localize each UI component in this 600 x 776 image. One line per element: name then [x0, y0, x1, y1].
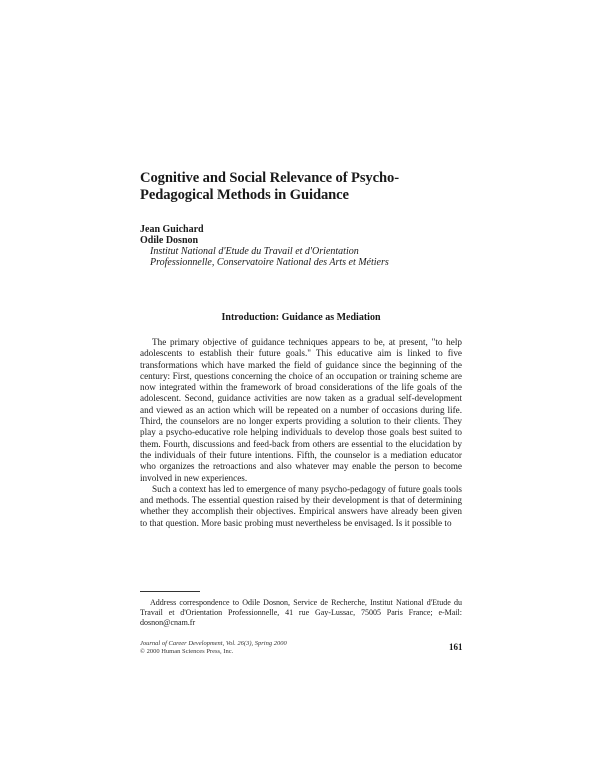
- author-name: Odile Dosnon: [140, 235, 199, 246]
- body-text: [140, 337, 462, 529]
- journal-name: Journal of Career Development, Vol. 26(3), Spring 2000: [140, 640, 287, 647]
- article-page: [140, 170, 462, 529]
- paragraph: The primary objective of guidance techniques appears to be, at present, "to help adolescents to establish their future goals." This educative aim is linked to five transformations which have marked the field of guidance since the beginning of the century: First, questions concerning the choice of an occupation or training scheme are now integrated within the framework of broad considerations of the life goals of the adolescent. Second, guidance activities are now taken as a gradual self-development and viewed as an action which will be repeated on a number of occasions during life. Third, the counselors are no longer experts providing a solution to their clients. They play a psycho-educative role helping individuals to develop those goals best suited to them. Fourth, discussions and feed-back from others are essential to the elucidation by the individuals of their future intentions. Fifth, the counselor is a mediation educator who organizes the retroactions and also whatever may enable the person to become involved in new experiences.: [140, 337, 462, 483]
- affiliation-line: Institut National d'Etude du Travail et d'Orientation: [150, 246, 359, 257]
- article-title: Cognitive and Social Relevance of Psycho-Pedagogical Methods in Guidance: [140, 170, 399, 203]
- author-block: [140, 224, 462, 268]
- paragraph: Such a context has led to emergence of many psycho-pedagogy of future goals tools and methods. The essential question raised by their development is that of determining whether they accomplish their objectives. Empirical answers have already been given to that question. More basic probing must nevertheless be envisaged. Is it possible to: [140, 483, 462, 528]
- journal-info: [140, 640, 462, 656]
- section-heading: Introduction: Guidance as Mediation: [221, 312, 381, 323]
- page-number: 161: [449, 642, 463, 652]
- author-name: Jean Guichard: [140, 224, 204, 235]
- correspondence-footnote: [140, 598, 462, 628]
- affiliation-line: Professionnelle, Conservatoire National des Arts et Métiers: [150, 257, 389, 268]
- footnote-text: Address correspondence to Odile Dosnon, Service de Recherche, Institut National d'Etude du Travail et d'Orientation Professionnelle, 41 rue Gay-Lussac, 75005 Paris France; e-Mail: dosnon@cnam.fr: [140, 598, 462, 627]
- footnote-divider: [140, 591, 200, 592]
- copyright-line: © 2000 Human Sciences Press, Inc.: [140, 648, 234, 655]
